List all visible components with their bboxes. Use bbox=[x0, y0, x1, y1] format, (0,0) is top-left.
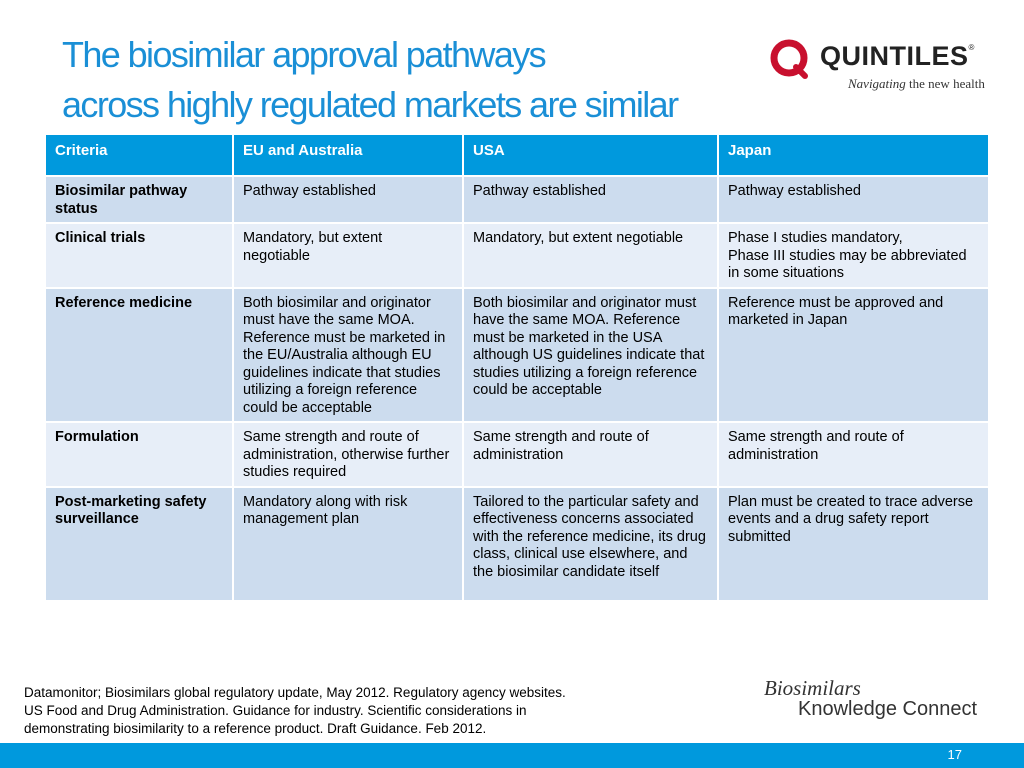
cell-japan: Same strength and route of administration bbox=[718, 422, 989, 487]
cell-japan: Pathway established bbox=[718, 176, 989, 223]
header-eu-australia: EU and Australia bbox=[233, 134, 463, 176]
source-citation bbox=[24, 684, 664, 738]
logo-tagline-rest: the new health bbox=[905, 76, 985, 91]
cell-usa: Both biosimilar and originator must have the same MOA. Reference must be marketed in the USA although US guidelines indicate that studies utilizing a foreign reference could be acceptable bbox=[463, 288, 718, 423]
cell-japan: Phase I studies mandatory, Phase III studies may be abbreviated in some situations bbox=[718, 223, 989, 288]
biosimilars-knowledge-connect-logo bbox=[764, 676, 1004, 724]
header-usa: USA bbox=[463, 134, 718, 176]
cell-eu-australia: Pathway established bbox=[233, 176, 463, 223]
table-header-row bbox=[45, 134, 989, 176]
bkc-line-2: Knowledge Connect bbox=[798, 698, 978, 720]
cell-usa: Tailored to the particular safety and effectiveness concerns associated with the reference medicine, its drug class, clinical use elsewhere, and the biosimilar candidate itself bbox=[463, 487, 718, 601]
table-row bbox=[45, 288, 989, 423]
comparison-table bbox=[44, 133, 990, 602]
cell-japan: Reference must be approved and marketed in Japan bbox=[718, 288, 989, 423]
row-criterion: Formulation bbox=[45, 422, 233, 487]
cell-usa: Mandatory, but extent negotiable bbox=[463, 223, 718, 288]
header-criteria: Criteria bbox=[45, 134, 233, 176]
cell-usa: Same strength and route of administration bbox=[463, 422, 718, 487]
cell-eu-australia: Mandatory along with risk management plan bbox=[233, 487, 463, 601]
bkc-line-1: Biosimilars bbox=[764, 676, 861, 700]
logo-tagline bbox=[848, 76, 985, 92]
cell-japan: Plan must be created to trace adverse events and a drug safety report submitted bbox=[718, 487, 989, 601]
table-row bbox=[45, 223, 989, 288]
source-line-2: US Food and Drug Administration. Guidance for industry. Scientific considerations in bbox=[24, 703, 527, 718]
logo-tagline-italic: Navigating bbox=[848, 76, 906, 91]
logo-name: QUINTILES bbox=[820, 41, 969, 71]
source-line-3: demonstrating biosimilarity to a reference product. Draft Guidance. Feb 2012. bbox=[24, 721, 487, 736]
registered-mark: ® bbox=[968, 43, 975, 52]
cell-eu-australia: Same strength and route of administration, otherwise further studies required bbox=[233, 422, 463, 487]
slide-title bbox=[62, 30, 782, 130]
quintiles-logo bbox=[768, 35, 1008, 95]
row-criterion: Post-marketing safety surveillance bbox=[45, 487, 233, 601]
logo-wordmark bbox=[820, 41, 975, 72]
table-row bbox=[45, 422, 989, 487]
row-criterion: Clinical trials bbox=[45, 223, 233, 288]
table-row bbox=[45, 487, 989, 601]
slide-title-line-2: across highly regulated markets are similar bbox=[62, 84, 678, 125]
row-criterion: Biosimilar pathway status bbox=[45, 176, 233, 223]
source-line-1: Datamonitor; Biosimilars global regulatory update, May 2012. Regulatory agency websites. bbox=[24, 685, 566, 700]
slide-title-line-1: The biosimilar approval pathways bbox=[62, 34, 546, 75]
footer-bar bbox=[0, 743, 1024, 768]
row-criterion: Reference medicine bbox=[45, 288, 233, 423]
header-japan: Japan bbox=[718, 134, 989, 176]
quintiles-mark-icon bbox=[768, 37, 810, 79]
page-number: 17 bbox=[947, 747, 962, 762]
cell-eu-australia: Both biosimilar and originator must have the same MOA. Reference must be marketed in the EU/Australia although EU guidelines indicate that studies utilizing a foreign reference could be acceptable bbox=[233, 288, 463, 423]
cell-eu-australia: Mandatory, but extent negotiable bbox=[233, 223, 463, 288]
cell-usa: Pathway established bbox=[463, 176, 718, 223]
table-row bbox=[45, 176, 989, 223]
